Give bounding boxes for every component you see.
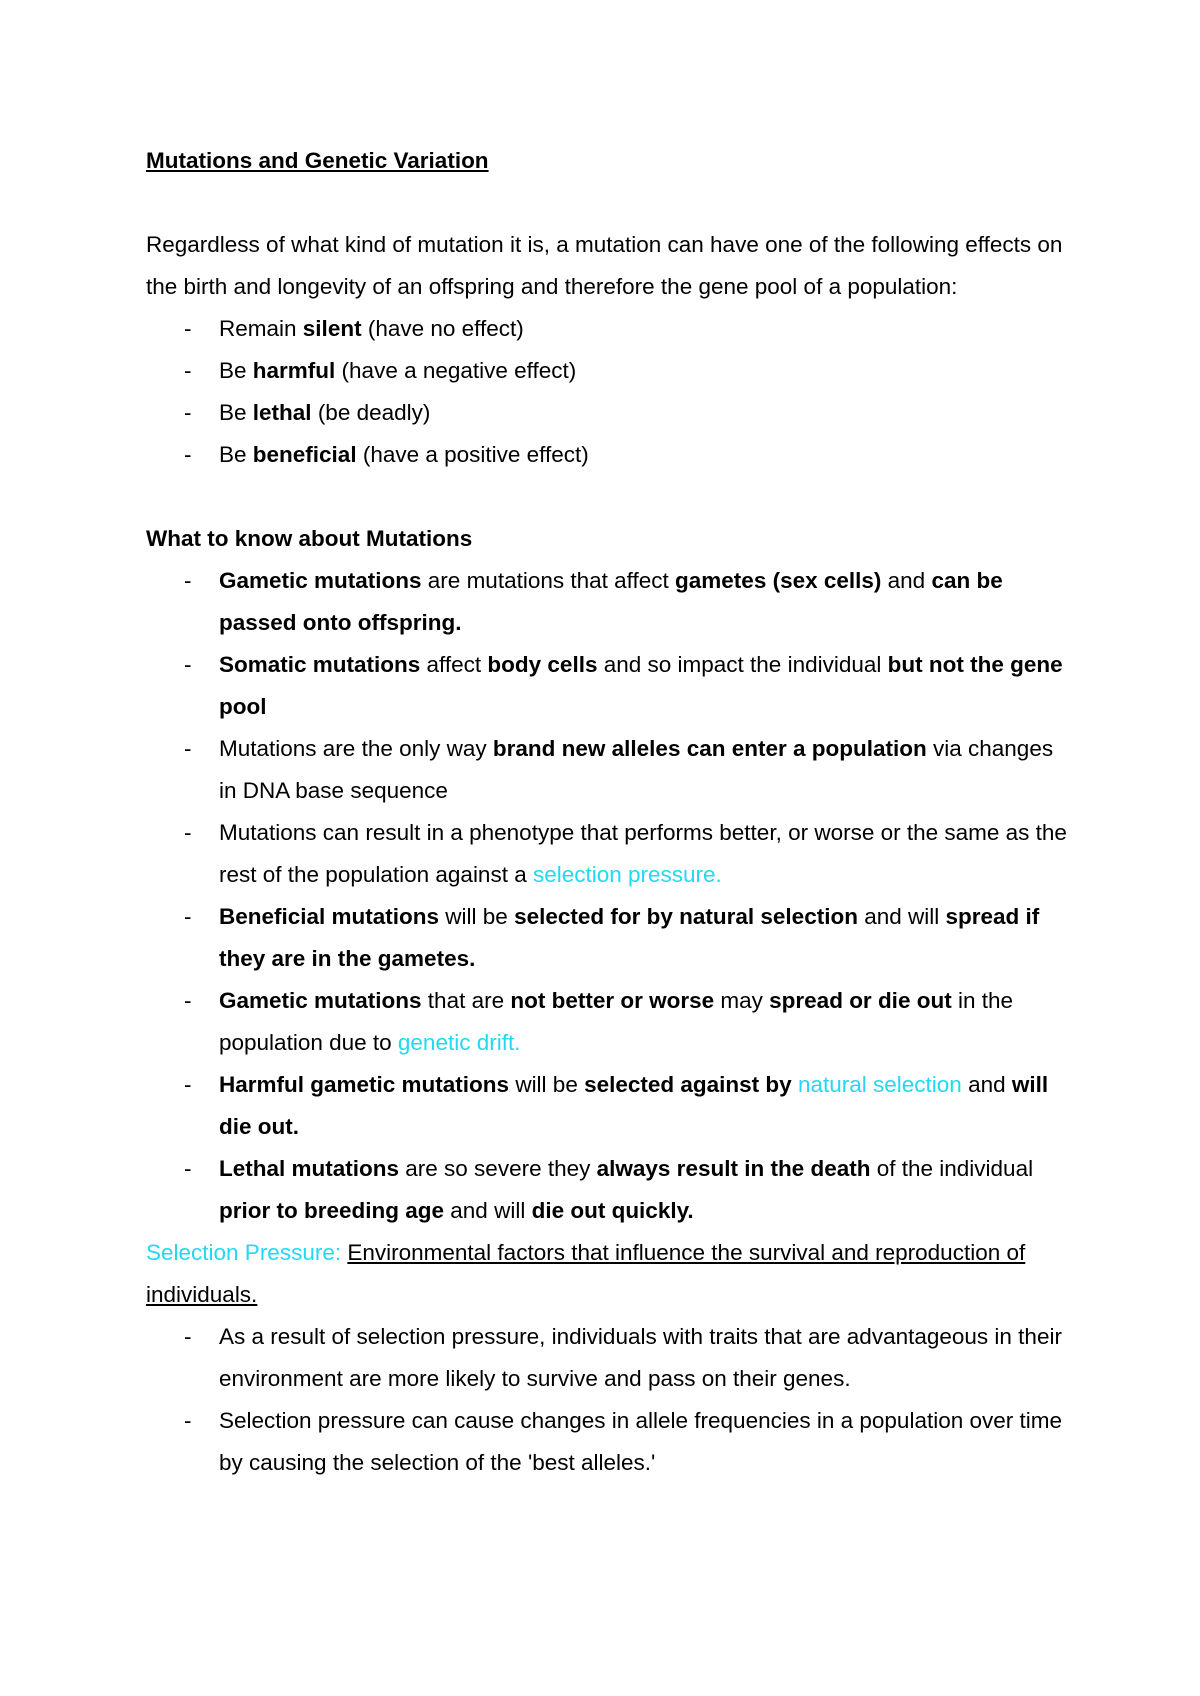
list-item: - As a result of selection pressure, individuals with traits that are advantageous in their environment are more likely to survive and pass on their genes. xyxy=(146,1316,1076,1400)
spacer xyxy=(146,182,1076,224)
list-item: - Somatic mutations affect body cells and so impact the individual but not the gene pool xyxy=(146,644,1076,728)
definition-text: Environmental factors that influence the survival and reproduction of individuals. xyxy=(146,1240,1026,1307)
list-item: - Mutations are the only way brand new alleles can enter a population via changes in DNA base sequence xyxy=(146,728,1076,812)
pressure-list xyxy=(146,1316,1076,1484)
list-item: - Harmful gametic mutations will be selected against by natural selection and will die out. xyxy=(146,1064,1076,1148)
list-item: - Gametic mutations that are not better or worse may spread or die out in the population due to genetic drift. xyxy=(146,980,1076,1064)
list-item: - Selection pressure can cause changes in allele frequencies in a population over time by causing the selection of the 'best alleles.' xyxy=(146,1400,1076,1484)
document-page xyxy=(146,140,1076,1484)
definition-term: Selection Pressure: xyxy=(146,1240,348,1265)
effects-list xyxy=(146,308,1076,476)
page-title: Mutations and Genetic Variation xyxy=(146,148,489,173)
section-heading: What to know about Mutations xyxy=(146,526,473,551)
list-item: - Remain silent (have no effect) xyxy=(146,308,1076,350)
list-item: - Be lethal (be deadly) xyxy=(146,392,1076,434)
list-item: - Be beneficial (have a positive effect) xyxy=(146,434,1076,476)
spacer xyxy=(146,476,1076,518)
intro-paragraph: Regardless of what kind of mutation it is, a mutation can have one of the following effects on the birth and longevity of an offspring and therefore the gene pool of a population: xyxy=(146,232,1063,299)
selection-pressure-definition xyxy=(146,1232,1076,1316)
list-item: - Beneficial mutations will be selected for by natural selection and will spread if they are in the gametes. xyxy=(146,896,1076,980)
facts-list xyxy=(146,560,1076,1232)
list-item: - Gametic mutations are mutations that affect gametes (sex cells) and can be passed onto offspring. xyxy=(146,560,1076,644)
list-item: - Be harmful (have a negative effect) xyxy=(146,350,1076,392)
list-item: - Mutations can result in a phenotype that performs better, or worse or the same as the rest of the population against a selection pressure. xyxy=(146,812,1076,896)
list-item: - Lethal mutations are so severe they always result in the death of the individual prior to breeding age and will die out quickly. xyxy=(146,1148,1076,1232)
